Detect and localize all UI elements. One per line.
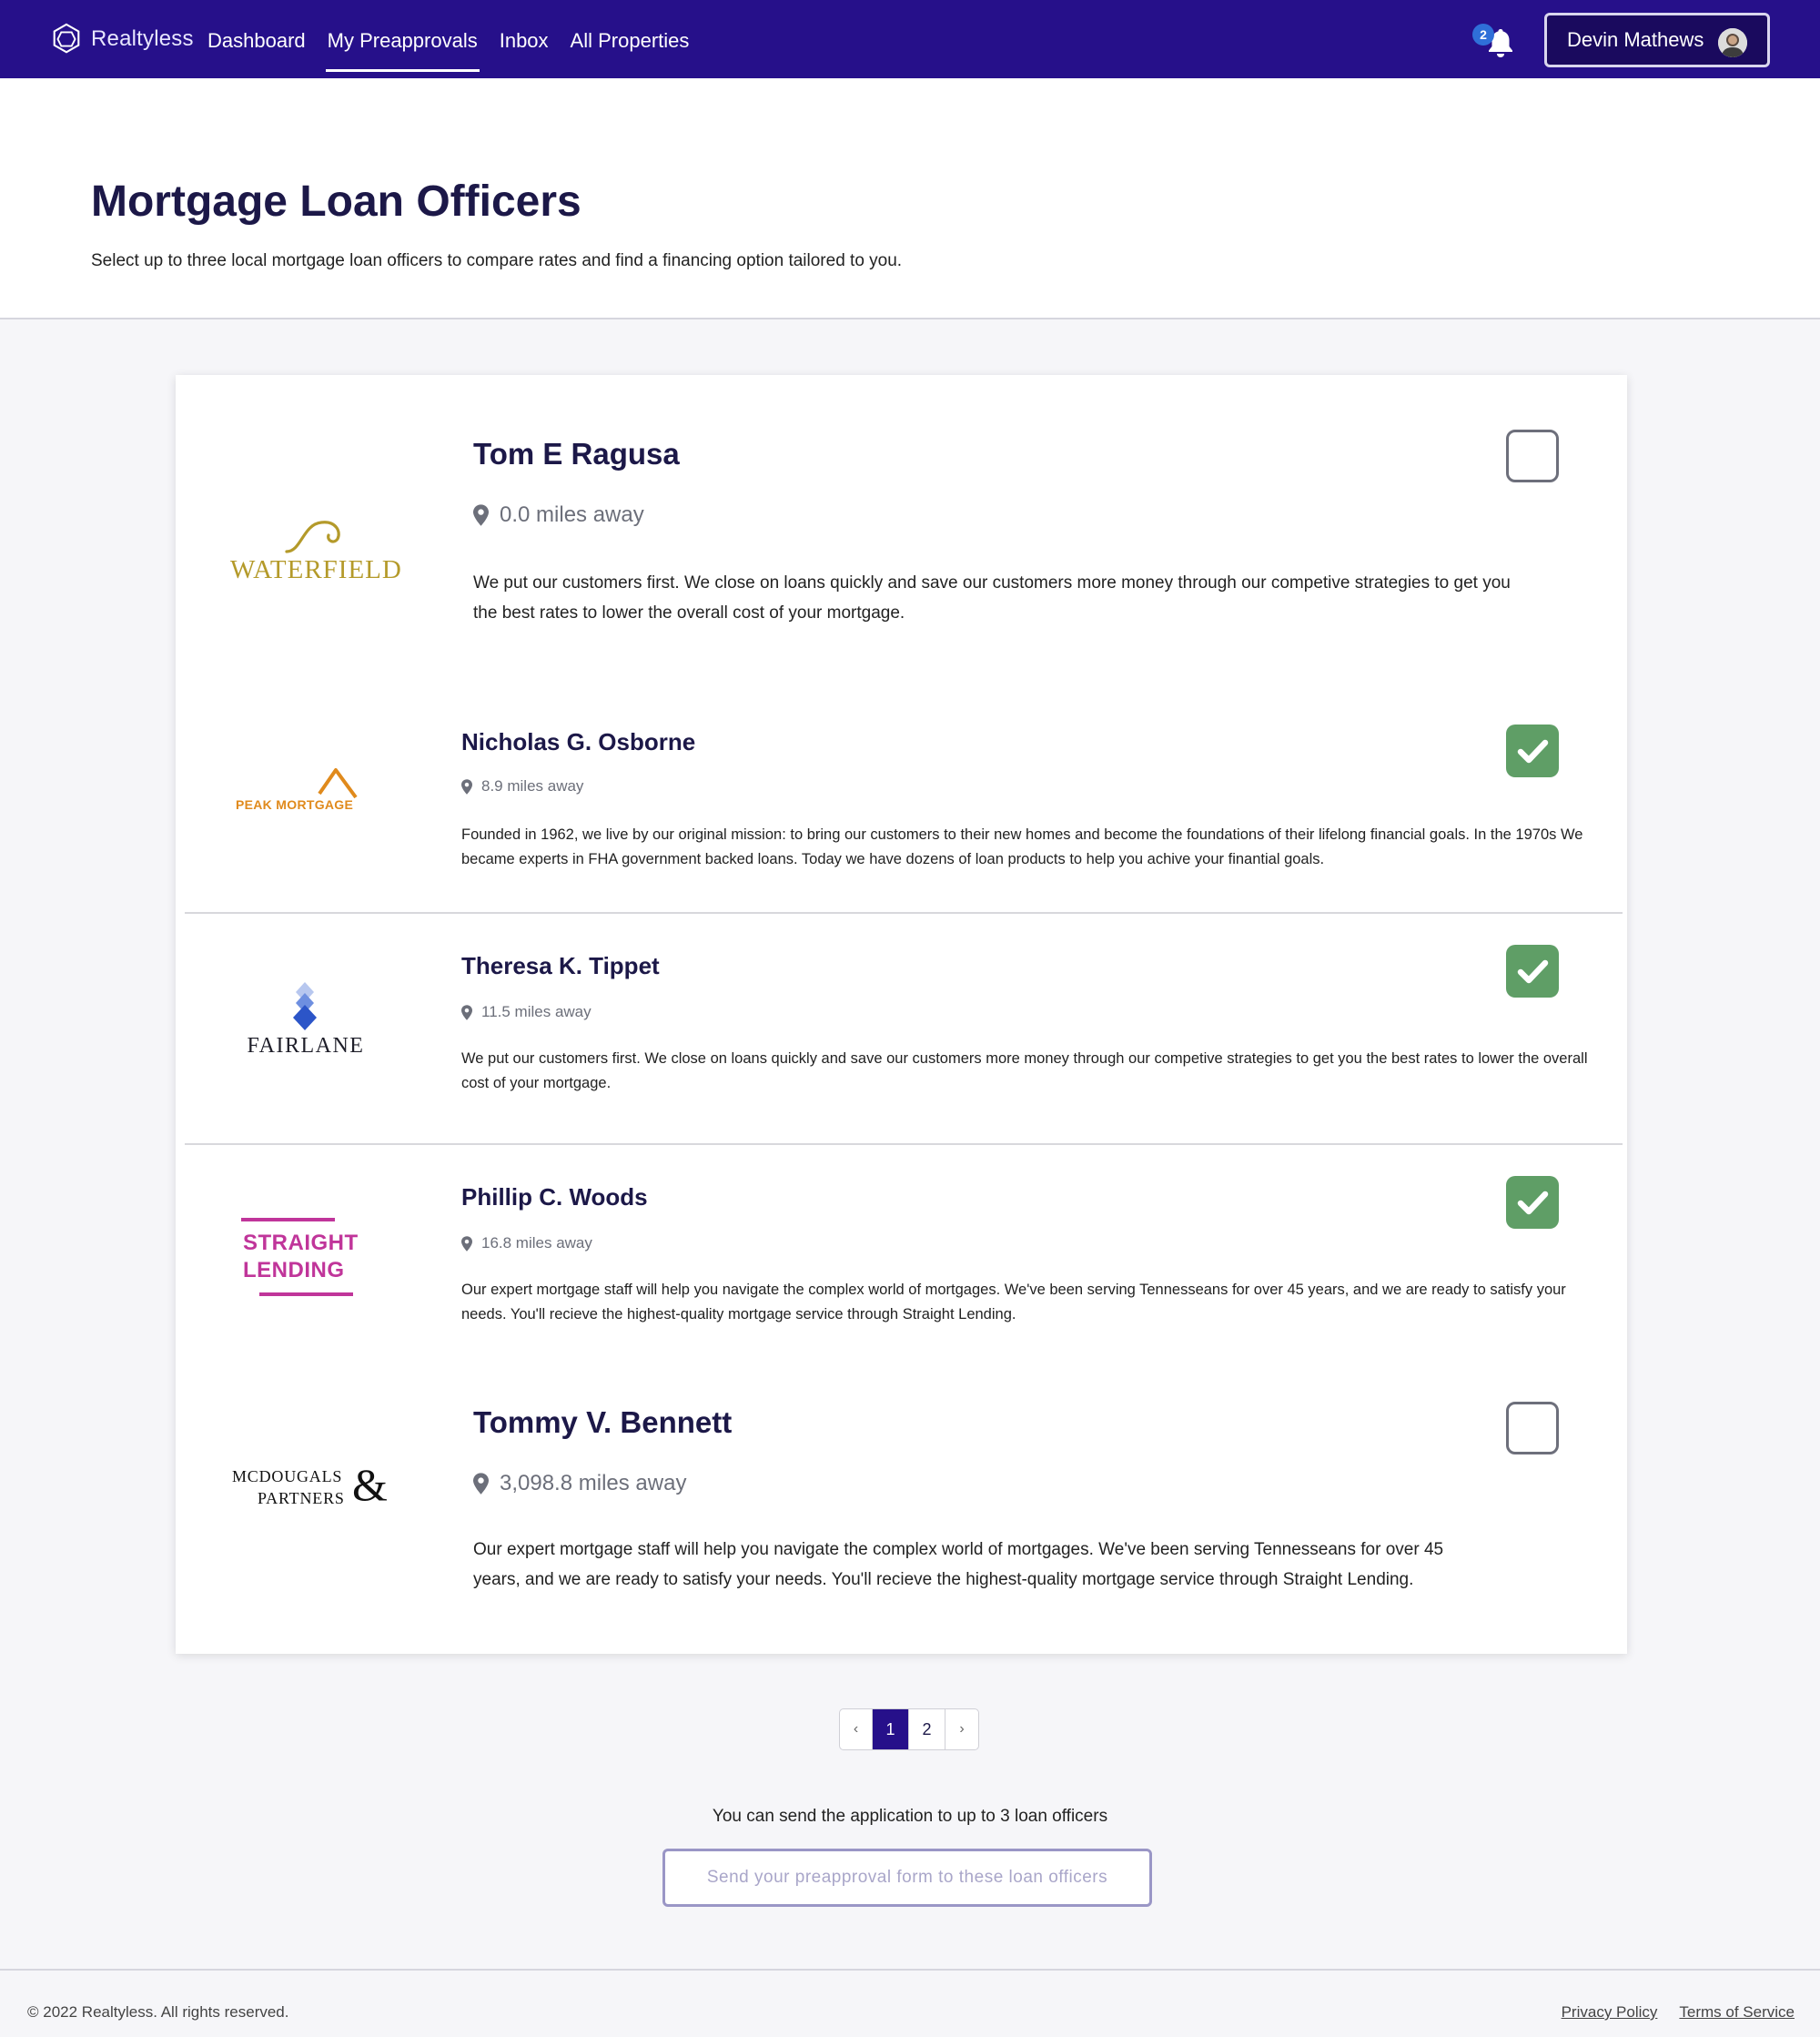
officer-card-nicholas-osborne [176,695,1627,912]
brand-name: Realtyless [91,26,194,51]
officer-distance-text: 16.8 miles away [481,1234,592,1252]
officer-distance [461,1003,592,1021]
officer-name: Nicholas G. Osborne [461,728,696,755]
user-avatar-icon [1718,28,1747,57]
select-officer-checkbox[interactable] [1506,430,1559,482]
location-pin-icon [461,1005,472,1020]
user-menu-button[interactable] [1544,13,1770,67]
fairlane-logo [236,979,372,1067]
nav-my-preapprovals[interactable]: My Preapprovals [317,0,489,78]
location-pin-icon [473,1473,489,1495]
logo-bottom-rule [259,1292,353,1296]
officer-distance [461,777,583,796]
officer-name: Tommy V. Bennett [473,1405,733,1439]
terms-of-service-link[interactable]: Terms of Service [1679,2003,1795,2021]
location-pin-icon [461,779,472,795]
nav-links [197,0,700,78]
officer-description: Founded in 1962, we live by our original mission: to bring our customers to their new homes and become the foundations of their lifelong financial goals. In the 1970s We became experts in FHA government backed loans. Today we have dozens of loan products to help you achive your finantial goals. [461,826,1583,867]
loan-officer-list [176,375,1627,1654]
officer-name: Tom E Ragusa [473,437,680,471]
officer-distance-text: 3,098.8 miles away [500,1471,687,1495]
page-title: Mortgage Loan Officers [91,177,581,226]
checkmark-icon [1506,945,1559,998]
officer-description: Our expert mortgage staff will help you navigate the complex world of mortgages. We've been serving Tennesseans for over 45 years, and we are ready to satisfy your needs. You'll recieve the highest-quality mortgage service through Straight Lending. [473,1540,1444,1590]
officer-distance-text: 8.9 miles away [481,777,584,795]
pagination-prev-button[interactable]: ‹ [840,1709,873,1749]
copyright-text: © 2022 Realtyless. All rights reserved. [27,2003,289,2021]
page-header [0,78,1820,319]
checkmark-icon [1506,1176,1559,1229]
fairlane-logo-text: FAIRLANE [247,1034,365,1058]
waterfield-logo-text: WATERFIELD [230,555,402,584]
realtyless-logo-icon [49,22,84,56]
mcdougals-ampersand: & [352,1459,388,1510]
pagination-page-1[interactable]: 1 [873,1709,909,1749]
top-nav [0,0,1820,78]
officer-description: We put our customers first. We close on loans quickly and save our customers more money through our competive strategies to get you the best rates to lower the overall cost of your mortgage. [461,1050,1588,1091]
mcdougals-line1: MCDOUGALS [232,1467,343,1485]
privacy-policy-link[interactable]: Privacy Policy [1561,2003,1658,2021]
logo-top-rule [241,1218,335,1221]
officer-distance [473,502,644,528]
send-preapproval-button[interactable]: Send your preapproval form to these loan officers [662,1849,1152,1907]
avatar [1718,28,1747,57]
officer-card-theresa-tippet [176,914,1627,1143]
straight-lending-line2: LENDING [243,1258,345,1282]
pagination-next-button[interactable]: › [959,1721,965,1737]
location-pin-icon [461,1236,472,1252]
officer-distance-text: 0.0 miles away [500,502,644,527]
straight-lending-line1: STRAIGHT [243,1231,359,1255]
notification-count-badge: 2 [1472,24,1494,46]
select-officer-checkbox[interactable] [1506,945,1559,998]
selection-limit-note: You can send the application to up to 3 loan officers [712,1807,1108,1826]
brand-logo[interactable] [49,18,194,60]
officer-card-tommy-bennett [176,1336,1627,1654]
select-officer-checkbox[interactable] [1506,725,1559,777]
footer [0,1969,1820,2037]
pagination-page-2[interactable]: 2 [909,1709,945,1749]
officer-card-phillip-woods [176,1145,1627,1345]
officer-distance-text: 11.5 miles away [481,1003,592,1020]
notifications-button[interactable] [1472,22,1509,58]
officer-name: Phillip C. Woods [461,1183,648,1211]
footer-links [1562,2003,1795,2022]
mcdougals-line2: PARTNERS [258,1489,345,1507]
select-officer-checkbox[interactable] [1506,1402,1559,1454]
officer-card-tom-ragusa [176,375,1627,694]
nav-inbox[interactable]: Inbox [499,29,549,52]
location-pin-icon [473,504,489,526]
waterfield-wave-icon [230,512,412,557]
officer-distance [461,1234,592,1252]
pagination [839,1708,979,1750]
officer-name: Theresa K. Tippet [461,952,660,979]
nav-dashboard[interactable]: Dashboard [207,29,306,52]
peak-mortgage-logo-text: PEAK MORTGAGE [236,797,354,812]
officer-distance [473,1471,686,1496]
officer-description: We put our customers first. We close on loans quickly and save our customers more money through our competive strategies to get you the best rates to lower the overall cost of your mortgage. [473,573,1511,623]
page-subtitle: Select up to three local mortgage loan officers to compare rates and find a financing option tailored to you. [91,251,903,270]
user-name: Devin Mathews [1567,28,1704,51]
waterfield-logo [230,512,412,593]
peak-mortgage-logo [234,765,370,819]
nav-all-properties[interactable]: All Properties [570,29,690,52]
fairlane-diamond-icon [236,979,372,1034]
straight-lending-logo [241,1218,369,1302]
officer-description: Our expert mortgage staff will help you navigate the complex world of mortgages. We've been serving Tennesseans for over 45 years, and we are ready to satisfy your needs. You'll recieve the highest-quality mortgage service through Straight Lending. [461,1282,1566,1323]
checkmark-icon [1506,725,1559,777]
mcdougals-partners-logo [232,1459,414,1516]
select-officer-checkbox[interactable] [1506,1176,1559,1229]
